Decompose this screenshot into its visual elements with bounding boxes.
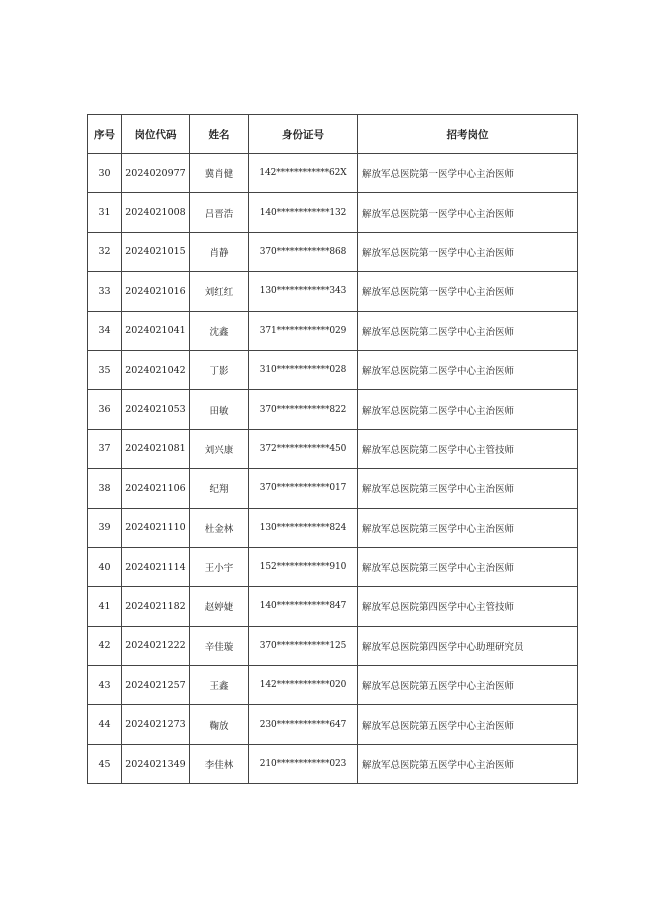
cell-position: 解放军总医院第四医学中心助理研究员 [358, 626, 578, 665]
table-row [88, 193, 578, 232]
cell-seq: 32 [88, 232, 122, 271]
cell-seq: 43 [88, 666, 122, 705]
header-position: 招考岗位 [358, 115, 578, 154]
cell-id-number: 370************868 [249, 232, 358, 271]
cell-seq: 38 [88, 469, 122, 508]
cell-position: 解放军总医院第一医学中心主治医师 [358, 232, 578, 271]
cell-seq: 31 [88, 193, 122, 232]
cell-name: 刘兴康 [190, 429, 249, 468]
cell-post-code: 2024021114 [122, 547, 190, 586]
cell-name: 田敏 [190, 390, 249, 429]
table-row [88, 390, 578, 429]
cell-name: 冀肖健 [190, 154, 249, 193]
table-row [88, 705, 578, 744]
header-post-code: 岗位代码 [122, 115, 190, 154]
cell-seq: 44 [88, 705, 122, 744]
cell-name: 纪翔 [190, 469, 249, 508]
table-row [88, 232, 578, 271]
cell-seq: 34 [88, 311, 122, 350]
cell-position: 解放军总医院第二医学中心主管技师 [358, 429, 578, 468]
cell-position: 解放军总医院第一医学中心主治医师 [358, 193, 578, 232]
cell-seq: 30 [88, 154, 122, 193]
cell-seq: 39 [88, 508, 122, 547]
cell-seq: 45 [88, 744, 122, 783]
cell-seq: 36 [88, 390, 122, 429]
cell-post-code: 2024021273 [122, 705, 190, 744]
cell-post-code: 2024021222 [122, 626, 190, 665]
cell-position: 解放军总医院第五医学中心主治医师 [358, 666, 578, 705]
cell-id-number: 140************132 [249, 193, 358, 232]
cell-id-number: 152************910 [249, 547, 358, 586]
candidate-table [87, 114, 578, 784]
table-row [88, 154, 578, 193]
cell-post-code: 2024021042 [122, 350, 190, 389]
table-row [88, 547, 578, 586]
table-row [88, 744, 578, 783]
cell-name: 李佳林 [190, 744, 249, 783]
table-row [88, 587, 578, 626]
cell-name: 杜金林 [190, 508, 249, 547]
table-row [88, 311, 578, 350]
cell-name: 鞠放 [190, 705, 249, 744]
cell-position: 解放军总医院第三医学中心主治医师 [358, 547, 578, 586]
table-row [88, 469, 578, 508]
cell-seq: 40 [88, 547, 122, 586]
cell-name: 吕晋浩 [190, 193, 249, 232]
table-body [88, 154, 578, 784]
table-row [88, 350, 578, 389]
cell-seq: 33 [88, 272, 122, 311]
cell-position: 解放军总医院第二医学中心主治医师 [358, 390, 578, 429]
table-row [88, 272, 578, 311]
cell-name: 王小宇 [190, 547, 249, 586]
cell-post-code: 2024021182 [122, 587, 190, 626]
cell-post-code: 2024021110 [122, 508, 190, 547]
cell-id-number: 130************824 [249, 508, 358, 547]
cell-position: 解放军总医院第四医学中心主管技师 [358, 587, 578, 626]
cell-id-number: 310************028 [249, 350, 358, 389]
cell-name: 沈鑫 [190, 311, 249, 350]
cell-position: 解放军总医院第三医学中心主治医师 [358, 508, 578, 547]
cell-id-number: 210************023 [249, 744, 358, 783]
cell-id-number: 370************125 [249, 626, 358, 665]
cell-post-code: 2024020977 [122, 154, 190, 193]
cell-name: 肖静 [190, 232, 249, 271]
cell-post-code: 2024021008 [122, 193, 190, 232]
cell-name: 刘红红 [190, 272, 249, 311]
cell-name: 赵婷婕 [190, 587, 249, 626]
cell-id-number: 370************822 [249, 390, 358, 429]
cell-seq: 35 [88, 350, 122, 389]
cell-id-number: 371************029 [249, 311, 358, 350]
table-row [88, 666, 578, 705]
cell-seq: 42 [88, 626, 122, 665]
header-id-number: 身份证号 [249, 115, 358, 154]
cell-id-number: 370************017 [249, 469, 358, 508]
cell-id-number: 130************343 [249, 272, 358, 311]
cell-position: 解放军总医院第二医学中心主治医师 [358, 350, 578, 389]
table-header [88, 115, 578, 154]
cell-position: 解放军总医院第五医学中心主治医师 [358, 705, 578, 744]
cell-position: 解放军总医院第三医学中心主治医师 [358, 469, 578, 508]
cell-post-code: 2024021081 [122, 429, 190, 468]
cell-seq: 41 [88, 587, 122, 626]
cell-name: 丁影 [190, 350, 249, 389]
cell-seq: 37 [88, 429, 122, 468]
cell-id-number: 372************450 [249, 429, 358, 468]
header-name: 姓名 [190, 115, 249, 154]
cell-post-code: 2024021257 [122, 666, 190, 705]
cell-post-code: 2024021015 [122, 232, 190, 271]
table-row [88, 626, 578, 665]
cell-position: 解放军总医院第二医学中心主治医师 [358, 311, 578, 350]
cell-post-code: 2024021053 [122, 390, 190, 429]
cell-post-code: 2024021106 [122, 469, 190, 508]
cell-name: 辛佳璇 [190, 626, 249, 665]
header-seq: 序号 [88, 115, 122, 154]
cell-position: 解放军总医院第一医学中心主治医师 [358, 154, 578, 193]
header-row [88, 115, 578, 154]
cell-name: 王鑫 [190, 666, 249, 705]
cell-id-number: 142************62X [249, 154, 358, 193]
cell-id-number: 140************847 [249, 587, 358, 626]
cell-post-code: 2024021016 [122, 272, 190, 311]
cell-position: 解放军总医院第五医学中心主治医师 [358, 744, 578, 783]
cell-position: 解放军总医院第一医学中心主治医师 [358, 272, 578, 311]
cell-id-number: 142************020 [249, 666, 358, 705]
cell-post-code: 2024021349 [122, 744, 190, 783]
table-row [88, 508, 578, 547]
cell-id-number: 230************647 [249, 705, 358, 744]
cell-post-code: 2024021041 [122, 311, 190, 350]
table-row [88, 429, 578, 468]
